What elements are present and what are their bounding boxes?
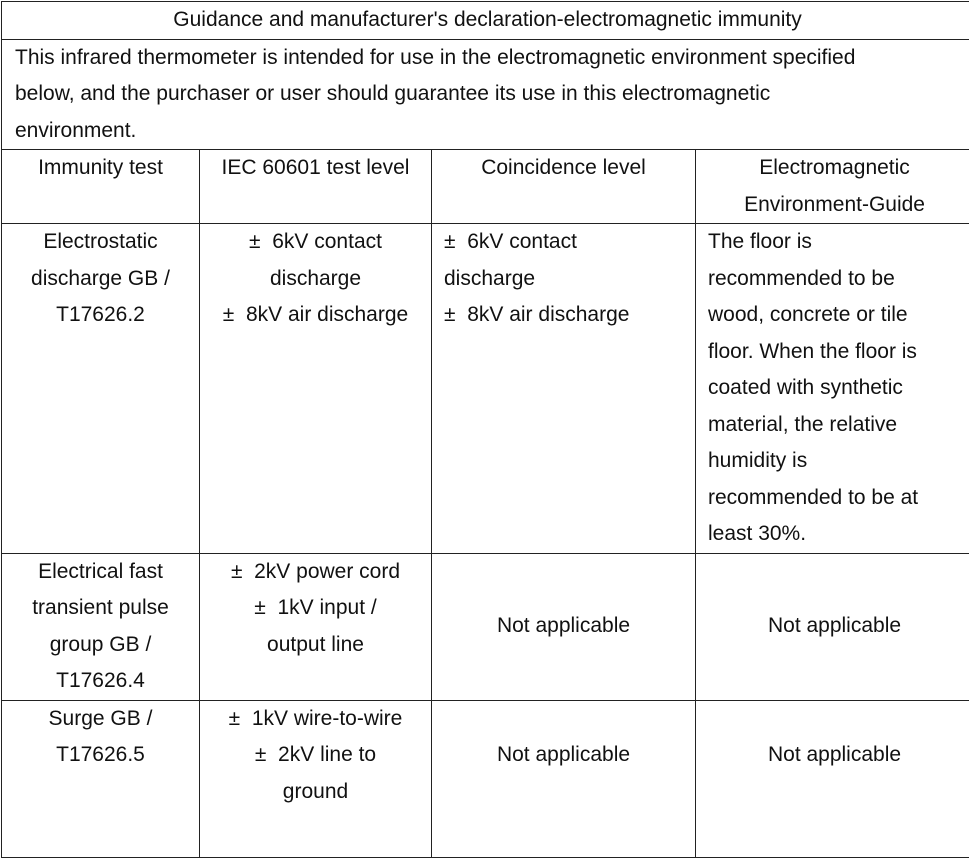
cell-text: ± 8kV air discharge (444, 297, 695, 334)
header-row (2, 150, 969, 224)
cell-text: Not applicable (432, 737, 695, 774)
cell-text: recommended to be (708, 261, 969, 298)
cell-text: discharge GB / (2, 261, 199, 298)
header-label: Immunity test (2, 150, 199, 187)
cell-text: Not applicable (696, 608, 969, 645)
emc-immunity-table (1, 1, 969, 858)
cell-iec-level (200, 553, 432, 700)
header-label: Electromagnetic (696, 150, 969, 187)
cell-text: Electrostatic (2, 224, 199, 261)
cell-text: Electrical fast (2, 554, 199, 591)
cell-em-guide (696, 224, 969, 554)
cell-text: T17626.4 (2, 663, 199, 700)
header-label: IEC 60601 test level (200, 150, 431, 187)
intro-line: environment. (15, 113, 969, 150)
cell-text: ground (200, 774, 431, 811)
cell-coincidence-level (432, 553, 696, 700)
cell-text: The floor is (708, 224, 969, 261)
intro-line: This infrared thermometer is intended for use in the electromagnetic environment specified (15, 40, 969, 77)
header-iec-level (200, 150, 432, 224)
cell-text: material, the relative (708, 407, 969, 444)
intro-paragraph (2, 39, 969, 150)
cell-text: coated with synthetic (708, 370, 969, 407)
cell-coincidence-level (432, 700, 696, 857)
cell-text: ± 6kV contact (444, 224, 695, 261)
cell-em-guide (696, 700, 969, 857)
cell-text: ± 1kV input / (200, 590, 431, 627)
header-em-guide (696, 150, 969, 224)
cell-immunity-test (2, 700, 200, 857)
cell-iec-level (200, 700, 432, 857)
header-label: Coincidence level (432, 150, 695, 187)
cell-text: ± 2kV power cord (200, 554, 431, 591)
cell-immunity-test (2, 553, 200, 700)
cell-text: group GB / (2, 627, 199, 664)
intro-row (2, 39, 969, 150)
header-label: Environment-Guide (696, 187, 969, 224)
cell-text: humidity is (708, 443, 969, 480)
intro-line: below, and the purchaser or user should guarantee its use in this electromagnetic (15, 76, 969, 113)
cell-text: floor. When the floor is (708, 334, 969, 371)
cell-text: transient pulse (2, 590, 199, 627)
table-row-eft (2, 553, 969, 700)
cell-text: discharge (200, 261, 431, 298)
table-title: Guidance and manufacturer's declaration-electromagnetic immunity (2, 2, 969, 40)
cell-text: Surge GB / (2, 701, 199, 738)
header-coincidence-level (432, 150, 696, 224)
cell-text: wood, concrete or tile (708, 297, 969, 334)
cell-text: T17626.2 (2, 297, 199, 334)
cell-coincidence-level (432, 224, 696, 554)
cell-immunity-test (2, 224, 200, 554)
cell-text: least 30%. (708, 516, 969, 553)
table-row-surge (2, 700, 969, 857)
cell-text: Not applicable (432, 608, 695, 645)
title-row (2, 2, 969, 40)
cell-text: ± 2kV line to (200, 737, 431, 774)
cell-text: output line (200, 627, 431, 664)
header-immunity-test (2, 150, 200, 224)
table-row-esd (2, 224, 969, 554)
cell-text: ± 8kV air discharge (200, 297, 431, 334)
cell-text: ± 6kV contact (200, 224, 431, 261)
cell-text: ± 1kV wire-to-wire (200, 701, 431, 738)
cell-text: T17626.5 (2, 737, 199, 774)
cell-text: discharge (444, 261, 695, 298)
cell-text: Not applicable (696, 737, 969, 774)
cell-em-guide (696, 553, 969, 700)
cell-text: recommended to be at (708, 480, 969, 517)
cell-iec-level (200, 224, 432, 554)
